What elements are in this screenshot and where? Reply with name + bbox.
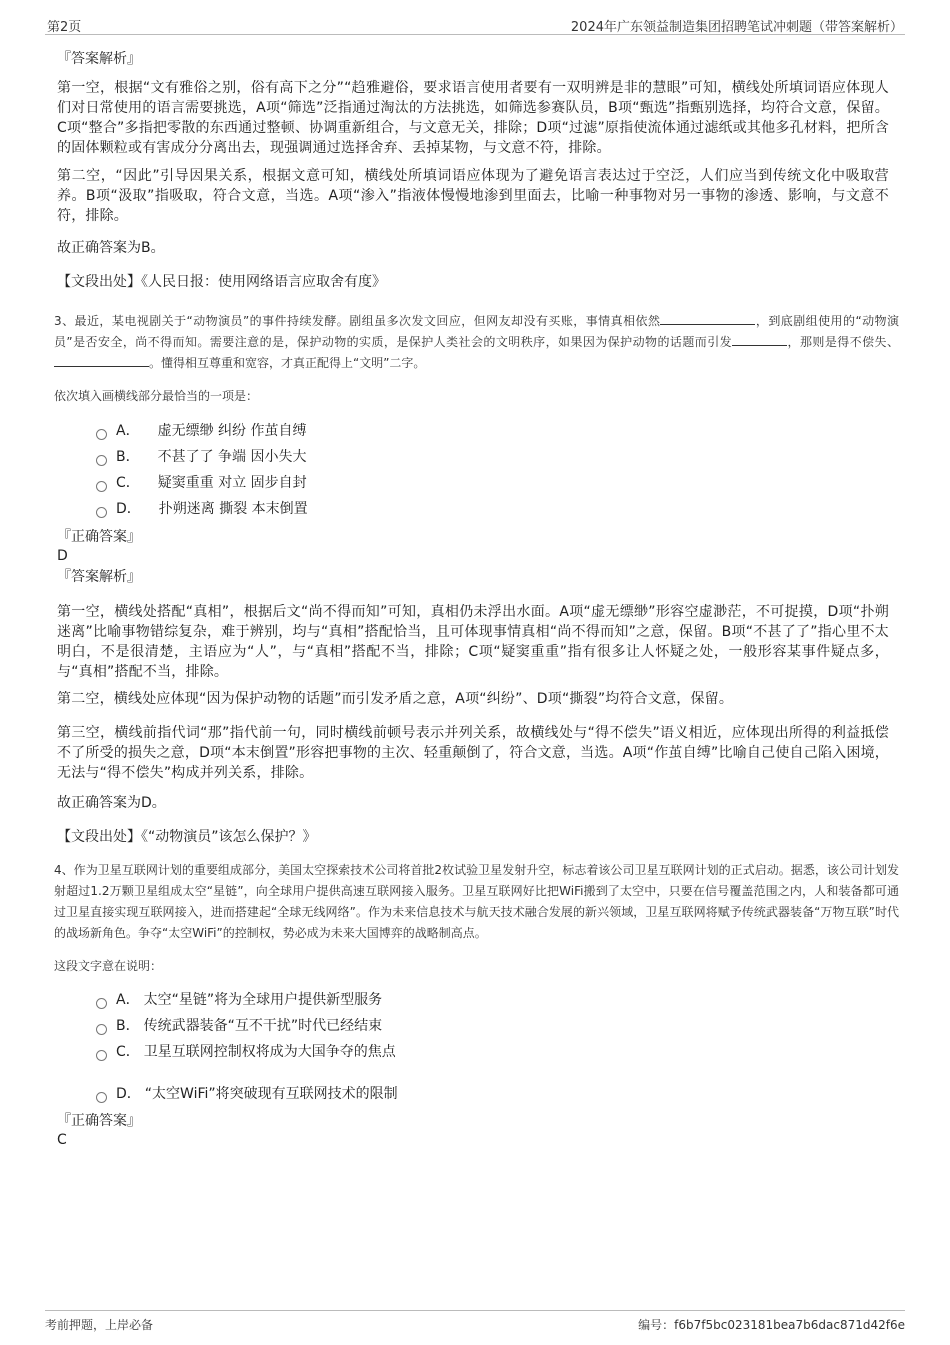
answer-conclusion: 故正确答案为D。 [57, 795, 166, 811]
radio-button[interactable] [96, 507, 107, 518]
page-number: 第2页 [47, 20, 82, 35]
analysis-label: 『答案解析』 [57, 569, 141, 585]
source-citation: 【文段出处】《人民日报：使用网络语言应取舍有度》 [57, 274, 386, 290]
document-title: 2024年广东领益制造集团招聘笔试冲刺题（带答案解析） [570, 20, 903, 35]
option-b[interactable]: B． 不甚了了 争端 因小失大 [96, 447, 307, 467]
option-b[interactable]: B． 传统武器装备“互不干扰”时代已经结束 [96, 1016, 382, 1036]
page-footer [45, 1310, 905, 1333]
question-4-text: 4、作为卫星互联网计划的重要组成部分，美国太空探索技术公司将首批2枚试验卫星发射升空，标志着该公司卫星互联网计划的正式启动。据悉，该公司计划发射超过1.2万颗卫星组成太空“星链”，向全球用户提供高速互联网接入服务。卫星互联网好比把WiFi搬到了太空中，只要在信号覆盖范围之内，人和装备都可通过卫星直接实现互联网接入，进而搭建起“全球无线网络”。作为未来信息技术与航天技术融合发展的新兴领域，卫星互联网将赋予传统武器装备“万物互联”时代的战场新角色。争夺“太空WiFi”的控制权，势必成为未来大国博弈的战略制高点。 [54, 863, 899, 940]
radio-button[interactable] [96, 481, 107, 492]
option-c[interactable]: C． 卫星互联网控制权将成为大国争夺的焦点 [96, 1042, 396, 1062]
radio-button[interactable] [96, 1050, 107, 1061]
answer-conclusion: 故正确答案为B。 [57, 240, 165, 256]
correct-answer-label: 『正确答案』 [57, 529, 141, 545]
fill-blank [660, 312, 755, 325]
analysis-paragraph: 第一空，根据“文有雅俗之别，俗有高下之分”“趋雅避俗，要求语言使用者要有一双明辨是非的慧眼”可知，横线处所填词语应体现人们对日常使用的语言需要挑选，A项“筛选”泛指通过淘汰的方法挑选，如筛选参赛队员，B项“甄选”指甄别选择，均符合文意，保留。C项“整合”多指把零散的东西通过整顿、协调重新组合，与文意无关，排除；D项“过滤”原指使流体通过滤纸或其他多孔材料，把所含的固体颗粒或有害成分分离出去，现强调通过选择舍弃、丢掉某物，与文意不符，排除。 [57, 80, 889, 156]
analysis-paragraph: 第二空，“因此”引导因果关系，根据文意可知，横线处所填词语应体现为了避免语言表达过于空泛，人们应当到传统文化中吸取营养。B项“汲取”指吸取，符合文意，当选。A项“渗入”指液体慢慢地渗到里面去，比喻一种事物对另一事物的渗透、影响，与文意不符，排除。 [57, 168, 889, 224]
question-3-text: 3、最近，某电视剧关于“动物演员”的事件持续发酵。剧组虽多次发文回应，但网友却没有买账，事情真相依然 ，到底剧组使用的“动物演员”是否安全，尚不得而知。需要注意的是，保护动物的实质，是保护人类社会的文明秩序，如果因为保护动物的话题而引发 ，那则是得不偿失、。懂得相互尊重和宽容，才真正配得上“文明”二字。 [54, 314, 900, 370]
footer-slogan: 考前押题，上岸必备 [45, 1318, 154, 1332]
page-header [45, 14, 905, 35]
analysis-label: 『答案解析』 [57, 51, 141, 67]
analysis-paragraph: 第三空，横线前指代词“那”指代前一句，同时横线前顿号表示并列关系，故横线处与“得不偿失”语义相近，应体现出所得的利益抵偿不了所受的损失之意，D项“本末倒置”形容把事物的主次、轻重颠倒了，符合文意，当选。A项“作茧自缚”比喻自己使自己陷入困境，无法与“得不偿失”构成并列关系，排除。 [57, 725, 889, 781]
correct-answer: D [57, 548, 68, 564]
option-a[interactable]: A． 太空“星链”将为全球用户提供新型服务 [96, 990, 382, 1010]
question-prompt: 这段文字意在说明： [54, 959, 163, 973]
option-c[interactable]: C． 疑窦重重 对立 固步自封 [96, 473, 307, 493]
fill-blank [54, 354, 149, 367]
correct-answer: C [57, 1132, 67, 1148]
document-code: 编号：f6b7f5bc023181bea7b6dac871d42f6e [638, 1318, 905, 1332]
radio-button[interactable] [96, 1024, 107, 1035]
option-d[interactable]: D． 扑朔迷离 撕裂 本末倒置 [96, 499, 308, 519]
analysis-paragraph: 第二空，横线处应体现“因为保护动物的话题”而引发矛盾之意，A项“纠纷”、D项“撕裂”均符合文意，保留。 [57, 691, 734, 707]
radio-button[interactable] [96, 455, 107, 466]
question-prompt: 依次填入画横线部分最恰当的一项是： [54, 389, 259, 403]
option-a[interactable]: A． 虚无缥缈 纠纷 作茧自缚 [96, 421, 306, 441]
analysis-paragraph: 第一空，横线处搭配“真相”，根据后文“尚不得而知”可知，真相仍未浮出水面。A项“虚无缥缈”形容空虚渺茫，不可捉摸，D项“扑朔迷离”比喻事物错综复杂，难于辨别，均与“真相”搭配恰当，且可体现事情真相“尚不得而知”之意，保留。B项“不甚了了”指心里不太明白，不是很清楚，主语应为“人”，与“真相”搭配不当，排除；C项“疑窦重重”指有很多让人怀疑之处，一般形容某事件疑点多，与“真相”搭配不当，排除。 [57, 604, 889, 680]
radio-button[interactable] [96, 429, 107, 440]
fill-blank [732, 333, 787, 346]
correct-answer-label: 『正确答案』 [57, 1113, 141, 1129]
radio-button[interactable] [96, 1092, 107, 1103]
source-citation: 【文段出处】《“动物演员”该怎么保护？》 [57, 829, 317, 845]
option-d[interactable]: D． “太空WiFi”将突破现有互联网技术的限制 [96, 1084, 398, 1104]
radio-button[interactable] [96, 998, 107, 1009]
